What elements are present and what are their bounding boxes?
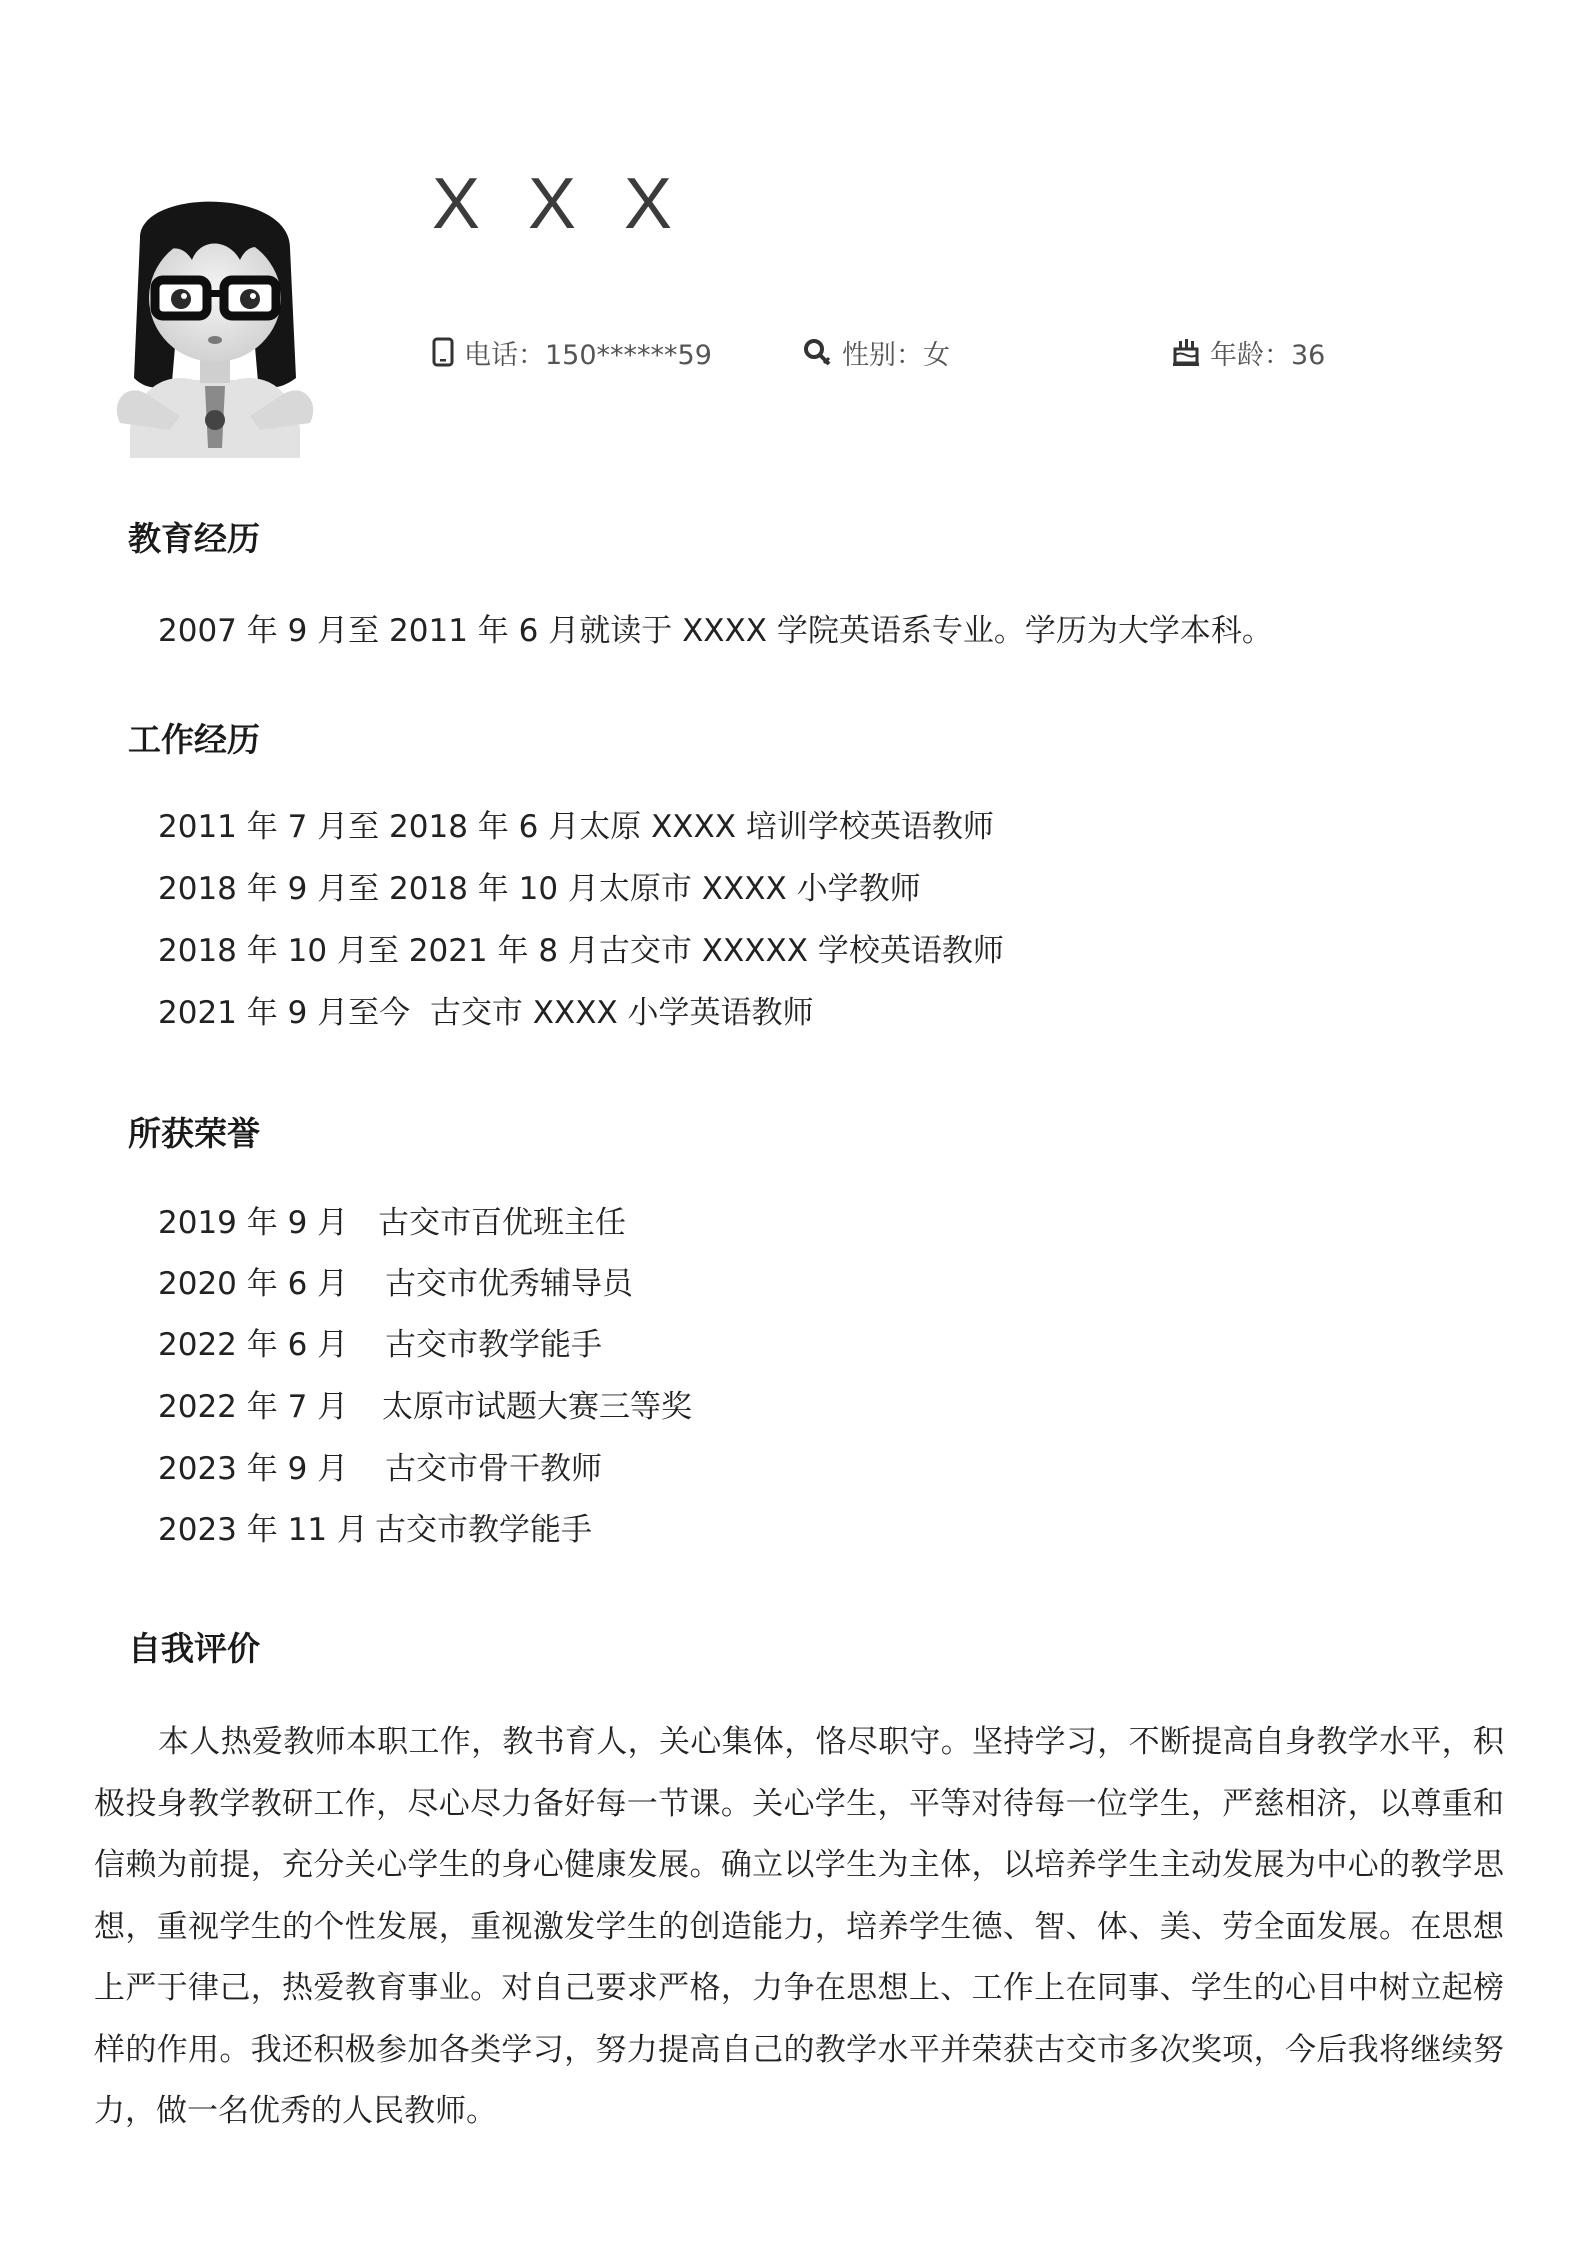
phone-info bbox=[432, 334, 712, 370]
education-line: 2007 年 9 月至 2011 年 6 月就读于 XXXX 学院英语系专业。学历为大学本科。 bbox=[158, 613, 1273, 649]
education-title: 教育经历 bbox=[128, 519, 260, 558]
self-evaluation-text: 本人热爱教师本职工作，教书育人，关心集体，恪尽职守。坚持学习，不断提高自身教学水平，积极投身教学教研工作，尽心尽力备好每一节课。关心学生，平等对待每一位学生，严慈相济，以尊重和信赖为前提，充分关心学生的身心健康发展。确立以学生为主体，以培养学生主动发展为中心的教学思想，重视学生的个性发展，重视激发学生的创造能力，培养学生德、智、体、美、劳全面发展。在思想上严于律己，热爱教育事业。对自己要求严格，力争在思想上、工作上在同事、学生的心目中树立起榜样的作用。我还积极参加各类学习，努力提高自己的教学水平并荣获古交市多次奖项，今后我将继续努力，做一名优秀的人民教师。 bbox=[94, 1724, 1504, 2129]
honor-name: 古交市教学能手 bbox=[385, 1327, 602, 1363]
honor-name: 古交市教学能手 bbox=[375, 1512, 592, 1548]
phone-text: 电话：150******59 bbox=[464, 339, 712, 371]
honor-date: 2023 年 11 月 bbox=[158, 1512, 368, 1548]
gender-info bbox=[802, 334, 950, 370]
work-title: 工作经历 bbox=[128, 720, 260, 759]
honor-date: 2022 年 7 月 bbox=[158, 1389, 349, 1425]
age-text: 年龄：36 bbox=[1210, 339, 1326, 371]
work-line: 2011 年 7 月至 2018 年 6 月太原 XXXX 培训学校英语教师 bbox=[158, 809, 994, 845]
gender-icon bbox=[802, 337, 832, 367]
self-evaluation-title: 自我评价 bbox=[128, 1629, 260, 1668]
honor-date: 2020 年 6 月 bbox=[158, 1266, 349, 1302]
honor-name: 古交市优秀辅导员 bbox=[385, 1266, 633, 1302]
age-icon bbox=[1172, 337, 1200, 367]
honor-name: 古交市百优班主任 bbox=[378, 1205, 626, 1241]
honor-date: 2022 年 6 月 bbox=[158, 1327, 349, 1363]
honor-date: 2019 年 9 月 bbox=[158, 1205, 349, 1241]
honor-name: 古交市骨干教师 bbox=[385, 1451, 602, 1487]
honor-date: 2023 年 9 月 bbox=[158, 1451, 349, 1487]
candidate-name: X X X bbox=[432, 164, 687, 244]
phone-icon bbox=[432, 337, 454, 367]
work-line: 2021 年 9 月至今 古交市 XXXX 小学英语教师 bbox=[158, 995, 814, 1031]
work-line: 2018 年 10 月至 2021 年 8 月古交市 XXXXX 学校英语教师 bbox=[158, 933, 1004, 969]
work-line: 2018 年 9 月至 2018 年 10 月太原市 XXXX 小学教师 bbox=[158, 871, 921, 907]
honors-title: 所获荣誉 bbox=[128, 1114, 260, 1153]
age-info bbox=[1172, 334, 1325, 370]
avatar bbox=[100, 168, 330, 458]
honor-name: 太原市试题大赛三等奖 bbox=[382, 1389, 692, 1425]
gender-text: 性别：女 bbox=[842, 339, 950, 371]
